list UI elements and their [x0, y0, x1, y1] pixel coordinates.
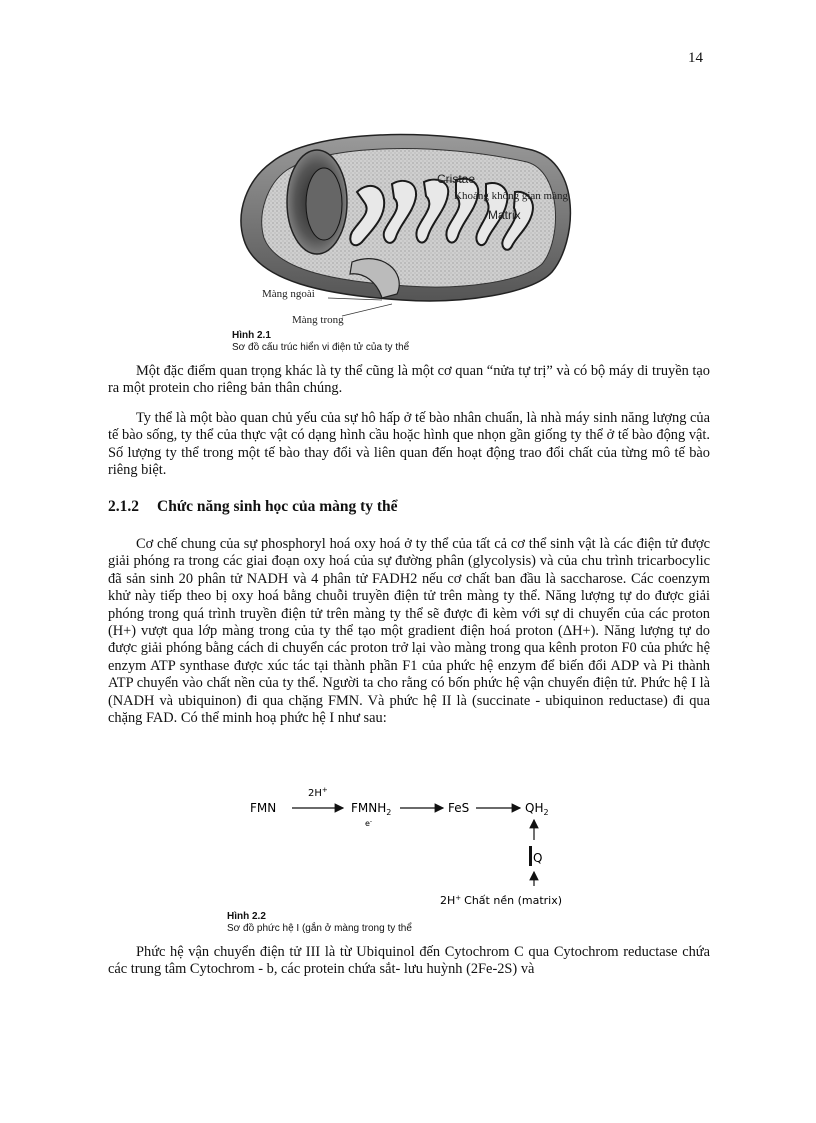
label-2h-plus: 2H+: [308, 786, 328, 799]
page-number: 14: [688, 50, 703, 66]
figure-2-caption-title: Hình 2.2: [227, 911, 266, 922]
node-fes: FeS: [448, 801, 470, 815]
paragraph-1: Một đặc điểm quan trọng khác là ty thể cũng là một cơ quan “nửa tự trị” và có bộ máy di truyền tạo ra một protein cho riêng bản thân chúng.: [108, 363, 710, 397]
label-matrix: Matrix: [488, 208, 521, 222]
mitochondrion-figure: [232, 122, 592, 332]
section-title: Chức năng sinh học của màng ty thể: [157, 498, 398, 515]
label-electron: e-: [365, 818, 373, 828]
figure-2-caption-text: Sơ đồ phức hệ I (gắn ở màng trong ty thể: [227, 923, 412, 934]
node-q: Q: [533, 851, 543, 865]
paragraph-4: Phức hệ vận chuyển điện tử III là từ Ubiquinol đến Cytochrom C qua Cytochrom reductase chứa các trung tâm Cytochrom - b, các protein chứa sắt- lưu huỳnh (2Fe-2S) và: [108, 944, 710, 978]
label-intermembrane: Khoảng không gian màng: [454, 190, 568, 202]
figure-1-caption: [232, 330, 409, 354]
figure-1-caption-text: Sơ đồ cấu trúc hiển vi điện tử của ty thể: [232, 342, 410, 353]
complex-i-svg: [248, 782, 598, 910]
figure-2-caption: [227, 911, 412, 935]
paragraph-3: Cơ chế chung của sự phosphoryl hoá oxy hoá ở ty thể của tất cả cơ thể sinh vật là các điện tử được giải phóng ra trong các giai đoạn oxy hoá của sự đường phân (glycolysis) và của chu trình tricarbocylic đã sản sinh 20 phân tử NADH và 4 phân tử FADH2 nếu cơ chất ban đầu là saccharose. Các coenzym khử này tiếp theo bị oxy hoá bằng chuỗi truyền điện tử trên màng ty thể. Năng lượng tự do được giải phóng trong quá trình truyền điện tử trên màng ty thể sẽ được đi kèm với sự di chuyển của các proton (H+) vượt qua lớp màng trong của ty thể tạo một gradient điện hoá proton (ΔH+). Năng lượng tự do được giải phóng bằng cách di chuyển các proton trở lại vào màng trong qua kênh proton F0 của phức hệ enzym ATP synthase được xúc tác tại thành phần F1 của phức hệ enzym để biến đổi ADP và Pi thành ATP chuyển vào chất nền của ty thể. Người ta cho rằng có bốn phức hệ vận chuyển điện tử. Phức hệ I là (NADH và ubiquinon) đi qua chặng FMN. Và phức hệ II là (succinate - ubiquinon reductase) đi qua chặng FAD. Có thể minh hoạ phức hệ I như sau:: [108, 536, 710, 727]
section-heading: [108, 498, 710, 516]
label-matrix-source: 2H+ Chất nền (matrix): [440, 894, 563, 907]
figure-1-caption-title: Hình 2.1: [232, 330, 271, 341]
mitochondrion-illustration: [232, 122, 592, 332]
label-cristae: Cristae: [437, 172, 476, 186]
node-fmnh2: $FMNH_2$: [351, 801, 392, 817]
section-number: 2.1.2: [108, 498, 139, 515]
complex-i-diagram: [248, 782, 598, 910]
label-inner-membrane: Màng trong: [292, 314, 344, 326]
node-fmn: FMN: [250, 801, 277, 815]
label-outer-membrane: Màng ngoài: [262, 288, 315, 300]
q-box-bar: [529, 846, 532, 866]
paragraph-2: Ty thể là một bào quan chủ yếu của sự hô hấp ở tế bào nhân chuẩn, là nhà máy sinh năng lượng của tế bào sống, ty thể của thực vật có dạng hình cầu hoặc hình que nhọn gần giống ty thể ở tế bào động vật. Số lượng ty thể trong một tế bào thay đổi và liên quan đến hoạt động trao đổi chất của từng mô tế bào riêng biệt.: [108, 410, 710, 479]
node-qh2: $QH_2$: [525, 801, 549, 817]
